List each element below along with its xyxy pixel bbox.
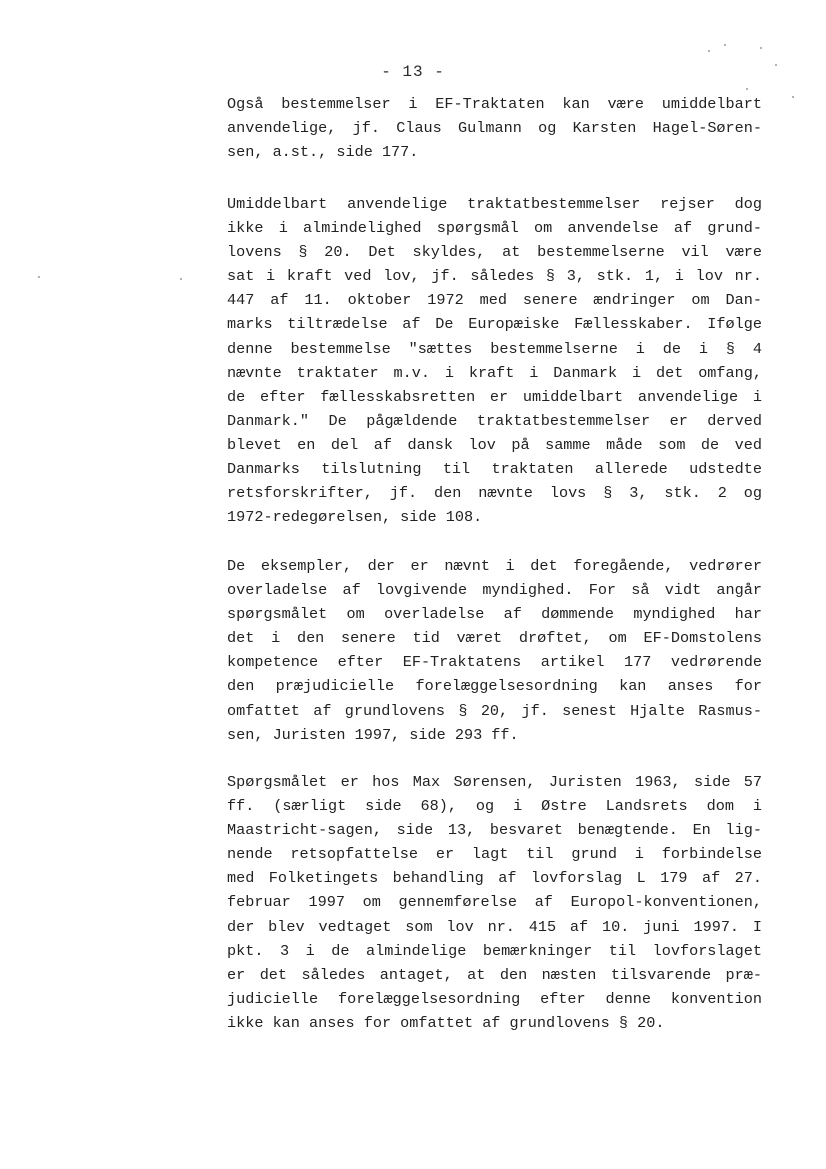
text-line: Også bestemmelser i EF-Traktaten kan være umiddelbart [227, 95, 762, 113]
text-line: retsforskrifter, jf. den nævnte lovs § 3, stk. 2 og [227, 484, 762, 503]
text-line: sen, a.st., side 177. [227, 143, 419, 162]
text-line: pkt. 3 i de almindelige bemærkninger til lovforslaget [227, 941, 762, 960]
text-line: sat i kraft ved lov, jf. således § 3, stk. 1, i lov nr. [227, 267, 762, 286]
text-line: spørgsmålet om overladelse af dømmende myndighed har [227, 605, 762, 624]
text-line: februar 1997 om gennemførelse af Europol-konventionen, [227, 893, 762, 912]
text-line: overladelse af lovgivende myndighed. For så vidt angår [227, 581, 762, 600]
text-line: nævnte traktater m.v. i kraft i Danmark i det omfang, [227, 363, 762, 382]
text-line: De eksempler, der er nævnt i det foregående, vedrører [227, 557, 762, 575]
text-line: ff. (særligt side 68), og i Østre Landsrets dom i [227, 797, 762, 816]
scan-speck [180, 278, 182, 280]
text-line: Maastricht-sagen, side 13, besvaret benægtende. En lig- [227, 821, 762, 840]
text-line: 447 af 11. oktober 1972 med senere ændringer om Dan- [227, 291, 762, 310]
text-line: sen, Juristen 1997, side 293 ff. [227, 725, 519, 744]
text-line: judicielle forelæggelsesordning efter denne konvention [227, 989, 762, 1008]
scan-speck [38, 276, 40, 278]
scan-speck [708, 50, 710, 52]
text-line: blevet en del af dansk lov på samme måde som de ved [227, 435, 762, 454]
text-line: Umiddelbart anvendelige traktatbestemmelser rejser dog [227, 195, 762, 213]
scan-speck [760, 47, 762, 49]
text-line: marks tiltrædelse af De Europæiske Fællesskaber. Ifølge [227, 315, 762, 334]
text-line: Danmarks tilslutning til traktaten allerede udstedte [227, 460, 762, 479]
text-line: Danmark." De pågældende traktatbestemmelser er derved [227, 411, 762, 430]
text-line: kompetence efter EF-Traktatens artikel 177 vedrørende [227, 653, 762, 672]
text-line: nende retsopfattelse er lagt til grund i forbindelse [227, 845, 762, 864]
text-line: der blev vedtaget som lov nr. 415 af 10. juni 1997. I [227, 917, 762, 936]
text-line: omfattet af grundlovens § 20, jf. senest Hjalte Rasmus- [227, 701, 762, 720]
page-number: - 13 - [381, 63, 445, 81]
paragraph-2 [227, 192, 762, 529]
text-line: 1972-redegørelsen, side 108. [227, 508, 483, 527]
text-line: med Folketingets behandling af lovforslag L 179 af 27. [227, 869, 762, 888]
text-line: den præjudicielle forelæggelsesordning kan anses for [227, 677, 762, 696]
text-line: ikke kan anses for omfattet af grundlovens § 20. [227, 1013, 665, 1032]
text-line: ikke i almindelighed spørgsmål om anvendelse af grund- [227, 219, 762, 238]
scan-speck [775, 64, 777, 66]
scan-speck [724, 44, 726, 46]
text-line: Spørgsmålet er hos Max Sørensen, Juristen 1963, side 57 [227, 773, 762, 791]
paragraph-3 [227, 554, 762, 747]
scan-speck [746, 88, 748, 90]
text-line: lovens § 20. Det skyldes, at bestemmelserne vil være [227, 243, 762, 262]
text-line: denne bestemmelse "sættes bestemmelserne i de i § 4 [227, 339, 762, 358]
scan-speck [792, 96, 794, 98]
paragraph-4 [227, 770, 762, 1035]
text-line: de efter fællesskabsretten er umiddelbart anvendelige i [227, 387, 762, 406]
text-line: anvendelige, jf. Claus Gulmann og Karsten Hagel-Søren- [227, 119, 762, 138]
text-line: er det således antaget, at den næsten tilsvarende præ- [227, 965, 762, 984]
text-line: det i den senere tid været drøftet, om EF-Domstolens [227, 629, 762, 648]
paragraph-1 [227, 92, 762, 164]
